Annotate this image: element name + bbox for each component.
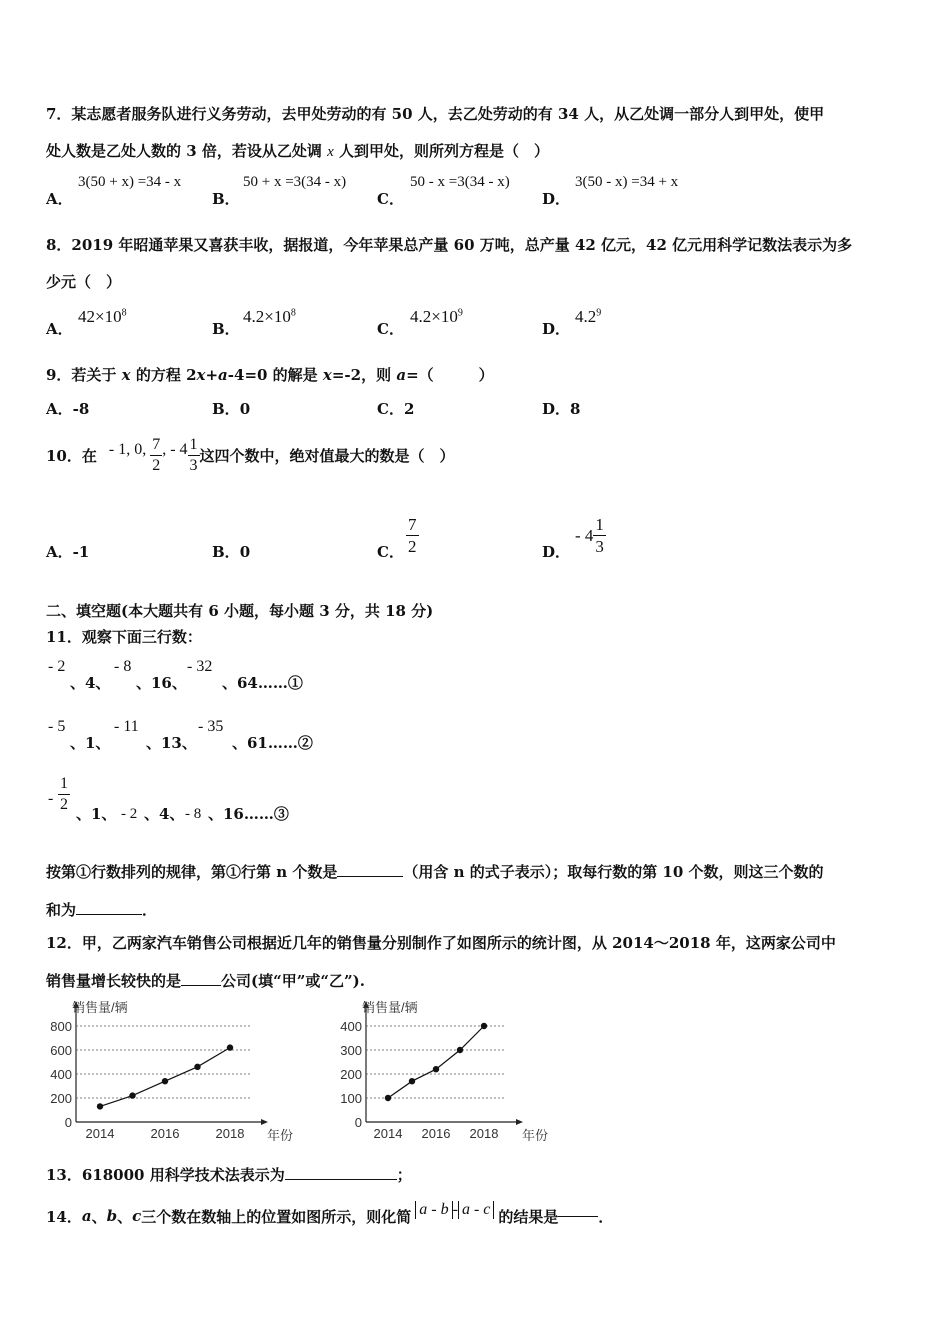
q10-b-label: B．	[212, 543, 240, 561]
q8-d-exp: 9	[596, 307, 602, 319]
q10-b-value: 0	[239, 543, 251, 561]
x-tick-label: 2016	[421, 1126, 451, 1141]
q7-option-c-expr: 50 - x =3(34 - x)	[410, 174, 510, 190]
q9-t2: 的方程 2	[130, 366, 197, 384]
x-axis-arrow	[516, 1119, 523, 1125]
q7-var: x	[327, 144, 334, 160]
x-tick-label: 2016	[150, 1126, 180, 1141]
q11-r2-term1: - 5	[48, 718, 66, 735]
q7-line2	[46, 140, 549, 161]
q10-sep: , - 4	[162, 441, 188, 458]
q9-c-value: 2	[403, 400, 415, 418]
q11-r1-sep3: 、64……①	[222, 674, 303, 692]
data-point	[162, 1078, 168, 1084]
q11-r3-sep1: 、1、	[76, 805, 117, 823]
q10-frac-num: 7	[150, 437, 162, 456]
q11-r1-sep1: 、4、	[70, 674, 111, 692]
chart-company-jia	[40, 996, 310, 1148]
q14-abs2: a - c	[458, 1201, 494, 1219]
q12-blank[interactable]	[181, 985, 221, 986]
q7-option-c-label: C．	[377, 190, 404, 208]
q8-a-exp: 8	[121, 307, 127, 319]
q9-b-label: B．	[212, 400, 240, 418]
q7-option-b-expr: 50 + x =3(34 - x)	[243, 174, 347, 190]
q11-title: 11．观察下面三行数：	[46, 628, 202, 646]
q10-stem	[46, 432, 455, 478]
q9-x2: x	[196, 366, 206, 384]
q8-option-d-expr	[575, 307, 601, 327]
section-title: 二、填空题(本大题共有 6 小题，每小题 3 分，共 18 分)	[46, 602, 434, 620]
data-point	[194, 1064, 200, 1070]
data-point	[481, 1023, 487, 1029]
q9-x1: x	[121, 366, 131, 384]
q7-line2-text: 处人数是乙处人数的 3 倍，若设从乙处调	[46, 142, 328, 160]
q10-option-c-fraction	[406, 516, 419, 555]
q10-prefix: 10．在	[46, 446, 97, 465]
q11-r1-term3: - 32	[187, 658, 213, 675]
q9-t4: -4=0 的解是	[227, 366, 323, 384]
q11-r3-den: 2	[60, 796, 68, 813]
q9-option-b	[212, 398, 250, 419]
q11-r2-sep2: 、13、	[146, 734, 197, 752]
q7-option-a-label: A．	[46, 190, 73, 208]
q10-option-d-expr	[575, 516, 606, 555]
q10-d-den: 3	[595, 537, 604, 556]
x-axis-arrow	[261, 1119, 268, 1125]
q9-b-value: 0	[239, 400, 251, 418]
q11-blank-1[interactable]	[337, 876, 403, 877]
q10-d-num: 1	[595, 515, 604, 534]
q11-r3-neg: -	[48, 790, 54, 807]
q9-t5: =-2，则	[331, 366, 397, 384]
q10-a-value: -1	[72, 543, 90, 561]
q8-d-base: 4.2	[575, 307, 597, 326]
q14-stem	[46, 1198, 613, 1234]
q11-r2-term2: - 11	[114, 718, 139, 735]
q7-option-b-label: B．	[212, 190, 240, 208]
q8-line2: 少元（ ）	[46, 273, 122, 291]
q14-prefix: 14．	[46, 1207, 82, 1226]
y-axis-label: 销售量/辆	[72, 1000, 128, 1015]
q8-option-a-expr	[78, 307, 127, 327]
q10-mixed-den: 3	[189, 456, 198, 474]
q9-a-value: -8	[72, 400, 90, 418]
data-point	[409, 1078, 415, 1084]
q10-c-den: 2	[408, 537, 417, 556]
q11-r1-sep2: 、16、	[136, 674, 187, 692]
q10-option-b	[212, 541, 250, 562]
q13-text-b: ；	[396, 1166, 412, 1184]
q14-sep2: 、	[117, 1207, 133, 1226]
q8-c-base: 4.2×10	[410, 307, 458, 326]
chart-company-yi	[330, 996, 560, 1148]
q9-t3: +	[205, 366, 219, 384]
q14-minus: -	[452, 1201, 458, 1218]
q10-option-d-label: D．	[542, 543, 571, 561]
q8-c-exp: 9	[457, 307, 463, 319]
q13-text-a: 13．618000 用科学技术法表示为	[46, 1166, 285, 1184]
q8-b-base: 4.2×10	[243, 307, 291, 326]
y-tick-label: 0	[64, 1115, 72, 1130]
q7-line2-text-b: 人到甲处，则所列方程是（ ）	[333, 142, 550, 160]
x-axis-label: 年份	[522, 1128, 549, 1143]
q14-blank[interactable]	[558, 1216, 598, 1217]
q8-option-d-label: D．	[542, 320, 571, 338]
q8-b-exp: 8	[290, 307, 296, 319]
q7-line1: 7．某志愿者服务队进行义务劳动，去甲处劳动的有 50 人，去乙处劳动的有 34 人，从乙处调一部分人到甲处，使甲	[46, 105, 825, 123]
q11-r1-term1: - 2	[48, 658, 66, 675]
q11-r2-sep3: 、61……②	[232, 734, 313, 752]
q9-d-value: 8	[570, 400, 581, 418]
data-point	[97, 1103, 103, 1109]
y-tick-label: 0	[354, 1115, 362, 1130]
data-point	[385, 1095, 391, 1101]
q9-stem	[46, 364, 494, 385]
q11-r2-term3: - 35	[198, 718, 224, 735]
q10-option-a	[46, 541, 89, 562]
q10-nums: - 1, 0,	[108, 441, 147, 458]
q14-var-c: c	[132, 1207, 142, 1225]
q14-var-a: a	[81, 1207, 92, 1225]
q9-d-label: D．	[542, 400, 571, 418]
x-tick-label: 2018	[215, 1126, 245, 1141]
q11-l2-text-b: ．	[142, 901, 158, 919]
q7-option-a-expr: 3(50 + x) =34 - x	[78, 174, 182, 190]
x-tick-label: 2014	[85, 1126, 115, 1141]
q10-mixed-num: 1	[188, 437, 200, 456]
y-tick-label: 200	[340, 1067, 362, 1082]
q11-question-line1	[46, 861, 824, 882]
y-tick-label: 400	[340, 1019, 362, 1034]
q9-option-a	[46, 398, 89, 419]
q13-blank[interactable]	[285, 1179, 397, 1180]
q10-option-c-label: C．	[377, 543, 404, 561]
q14-text-b: 的结果是	[498, 1207, 559, 1226]
q9-a-label: A．	[46, 400, 73, 418]
q14-var-b: b	[106, 1207, 118, 1225]
q10-mixed-fraction	[188, 437, 200, 474]
q14-sep1: 、	[91, 1207, 107, 1226]
q11-r3-num: 1	[58, 776, 70, 795]
y-tick-label: 100	[340, 1091, 362, 1106]
y-tick-label: 400	[50, 1067, 72, 1082]
q14-text: 三个数在数轴上的位置如图所示，则化简	[141, 1207, 412, 1226]
q8-option-c-label: C．	[377, 320, 404, 338]
q9-t6: =（ ）	[406, 366, 494, 384]
q11-r3-fraction	[58, 776, 70, 813]
q11-blank-2[interactable]	[76, 914, 142, 915]
q11-l1-text-a: 按第①行数排列的规律，第①行第 n 个数是	[46, 863, 338, 881]
y-tick-label: 300	[340, 1043, 362, 1058]
q9-t1: 9．若关于	[46, 366, 122, 384]
q10-d-whole: - 4	[575, 525, 594, 545]
q14-end: ．	[598, 1207, 614, 1226]
q7-option-d-label: D．	[542, 190, 571, 208]
y-tick-label: 600	[50, 1043, 72, 1058]
q11-r3-term3: - 8	[185, 806, 202, 822]
q11-r3-term2: - 2	[121, 806, 138, 822]
series-line	[388, 1026, 484, 1098]
data-point	[129, 1092, 135, 1098]
q8-a-base: 42×10	[78, 307, 122, 326]
data-point	[457, 1047, 463, 1053]
q14-abs1: a - b	[415, 1201, 452, 1219]
q9-option-c	[377, 398, 414, 419]
q9-x3: x	[322, 366, 332, 384]
q13-stem	[46, 1164, 412, 1185]
q11-r3-sep3: 、16……③	[208, 805, 289, 823]
q10-fraction	[150, 437, 162, 474]
data-point	[227, 1044, 233, 1050]
q10-suffix: 这四个数中，绝对值最大的数是（ ）	[199, 446, 455, 465]
q11-question-line2	[46, 899, 157, 920]
q10-c-num: 7	[408, 515, 417, 534]
y-tick-label: 200	[50, 1091, 72, 1106]
q8-option-a-label: A．	[46, 320, 73, 338]
q9-option-d	[542, 398, 580, 419]
q12-l2-text-a: 销售量增长较快的是	[46, 972, 182, 990]
x-axis-label: 年份	[267, 1128, 294, 1143]
q11-l1-text-b: （用含 n 的式子表示）；取每行数的第 10 个数，则这三个数的	[403, 863, 824, 881]
q12-line2	[46, 970, 365, 991]
q10-a-label: A．	[46, 543, 73, 561]
q11-r1-term2: - 8	[114, 658, 132, 675]
y-tick-label: 800	[50, 1019, 72, 1034]
y-axis-label: 销售量/辆	[362, 1000, 418, 1015]
x-tick-label: 2014	[373, 1126, 403, 1141]
q11-r2-sep1: 、1、	[70, 734, 111, 752]
q8-option-c-expr	[410, 307, 463, 327]
q11-r3-sep2: 、4、	[144, 805, 185, 823]
q7-option-d-expr: 3(50 - x) =34 + x	[575, 174, 679, 190]
q11-l2-text-a: 和为	[46, 901, 77, 919]
q10-frac-den: 2	[152, 456, 161, 474]
q9-c-label: C．	[377, 400, 404, 418]
q8-option-b-label: B．	[212, 320, 240, 338]
q8-option-b-expr	[243, 307, 296, 327]
data-point	[433, 1066, 439, 1072]
series-line	[100, 1048, 230, 1107]
x-tick-label: 2018	[469, 1126, 499, 1141]
q12-l2-text-b: 公司(填“甲”或“乙”).	[221, 972, 365, 990]
q12-line1: 12．甲，乙两家汽车销售公司根据近几年的销售量分别制作了如图所示的统计图，从 2014～2018 年，这两家公司中	[46, 934, 836, 952]
q9-a2: a	[396, 366, 407, 384]
q9-a1: a	[218, 366, 228, 384]
q8-line1: 8．2019 年昭通苹果又喜获丰收，据报道，今年苹果总产量 60 万吨，总产量 42 亿元，42 亿元用科学记数法表示为多	[46, 236, 853, 254]
